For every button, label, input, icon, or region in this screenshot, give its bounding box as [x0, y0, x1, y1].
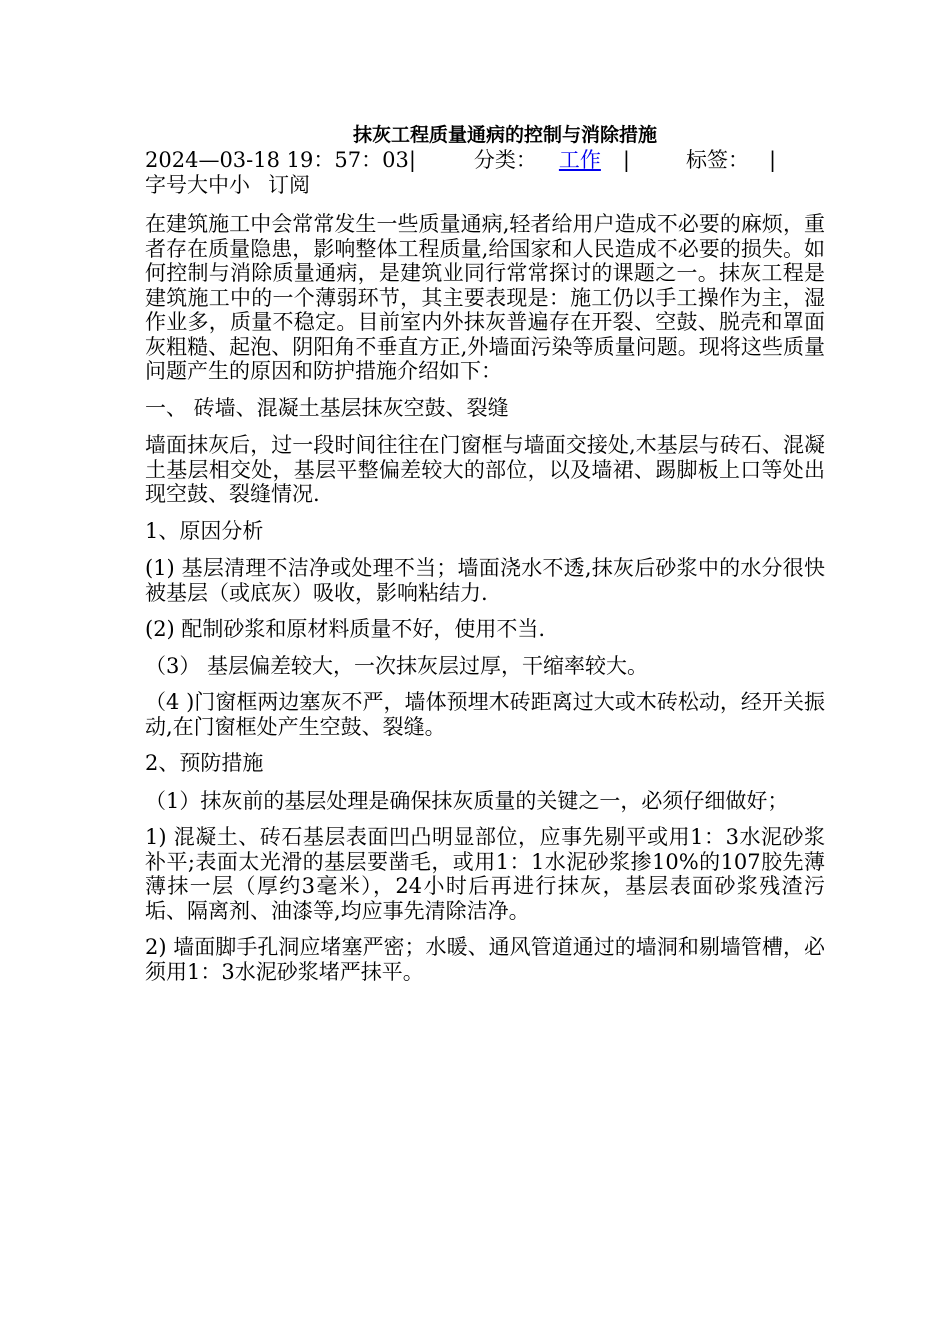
prevention-subitem-1: 1) 混凝土、砖石基层表面凹凸明显部位，应事先剔平或用1：3水泥砂浆补平;表面太光滑的基层要凿毛，或用1：1水泥砂浆掺10%的107胶先薄薄抹一层（厚约3毫米），24小时后再进行抹灰，基层表面砂浆残渣污垢、隔离剂、油漆等,均应事先清除洁净。: [145, 825, 825, 923]
font-size-control[interactable]: 字号大中小: [145, 173, 250, 197]
cause-item-2: (2) 配制砂浆和原材料质量不好，使用不当.: [145, 617, 546, 641]
cause-item-1: (1) 基层清理不洁净或处理不当；墙面浇水不透,抹灰后砂浆中的水分很快被基层（或底灰）吸收，影响粘结力.: [145, 556, 825, 605]
section-heading-1: 一、 砖墙、混凝土基层抹灰空鼓、裂缝: [145, 395, 509, 420]
subsection-heading-prevention: 2、预防措施: [145, 751, 264, 775]
cause-item-3: （3） 基层偏差较大，一次抹灰层过厚，干缩率较大。: [145, 653, 649, 678]
cause-item-4: （4 )门窗框两边塞灰不严，墙体预埋木砖距离过大或木砖松动，经开关振动,在门窗框处产生空鼓、裂缝。: [145, 690, 825, 739]
prevention-item-1: （1）抹灰前的基层处理是确保抹灰质量的关键之一，必须仔细做好；: [145, 788, 789, 813]
page-title: 抹灰工程质量通病的控制与消除措施: [352, 124, 657, 146]
prevention-subitem-2: 2) 墙面脚手孔洞应堵塞严密；水暖、通风管道通过的墙洞和剔墙管槽，必须用1：3水泥砂浆堵严抹平。: [145, 935, 825, 984]
document-page: [145, 122, 825, 996]
tags-label: 标签：: [685, 148, 749, 172]
paragraph-intro: 在建筑施工中会常常发生一些质量通病,轻者给用户造成不必要的麻烦，重者存在质量隐患，影响整体工程质量,给国家和人民造成不必要的损失。如何控制与消除质量通病，是建筑业同行常常探讨的课题之一。抹灰工程是建筑施工中的一个薄弱环节，其主要表现是：施工仍以手工操作为主，湿作业多，质量不稳定。目前室内外抹灰普遍存在开裂、空鼓、脱壳和罩面灰粗糙、起泡、阴阳角不垂直方正,外墙面污染等质量问题。现将这些质量问题产生的原因和防护措施介绍如下：: [145, 212, 825, 383]
meta-separator: |: [622, 148, 630, 172]
post-datetime: 2024—03-18 19：57：03: [145, 148, 409, 172]
article-meta: [145, 148, 825, 198]
category-link[interactable]: 工作: [558, 148, 601, 172]
category-label: 分类：: [473, 148, 537, 172]
subscribe-link[interactable]: 订阅: [268, 173, 310, 197]
meta-separator: |: [408, 148, 416, 172]
paragraph-description: 墙面抹灰后，过一段时间往往在门窗框与墙面交接处,木基层与砖石、混凝土基层相交处，基层平整偏差较大的部位，以及墙裙、踢脚板上口等处出现空鼓、裂缝情况.: [145, 433, 825, 506]
subsection-heading-causes: 1、原因分析: [145, 518, 264, 543]
meta-separator: |: [768, 148, 777, 172]
